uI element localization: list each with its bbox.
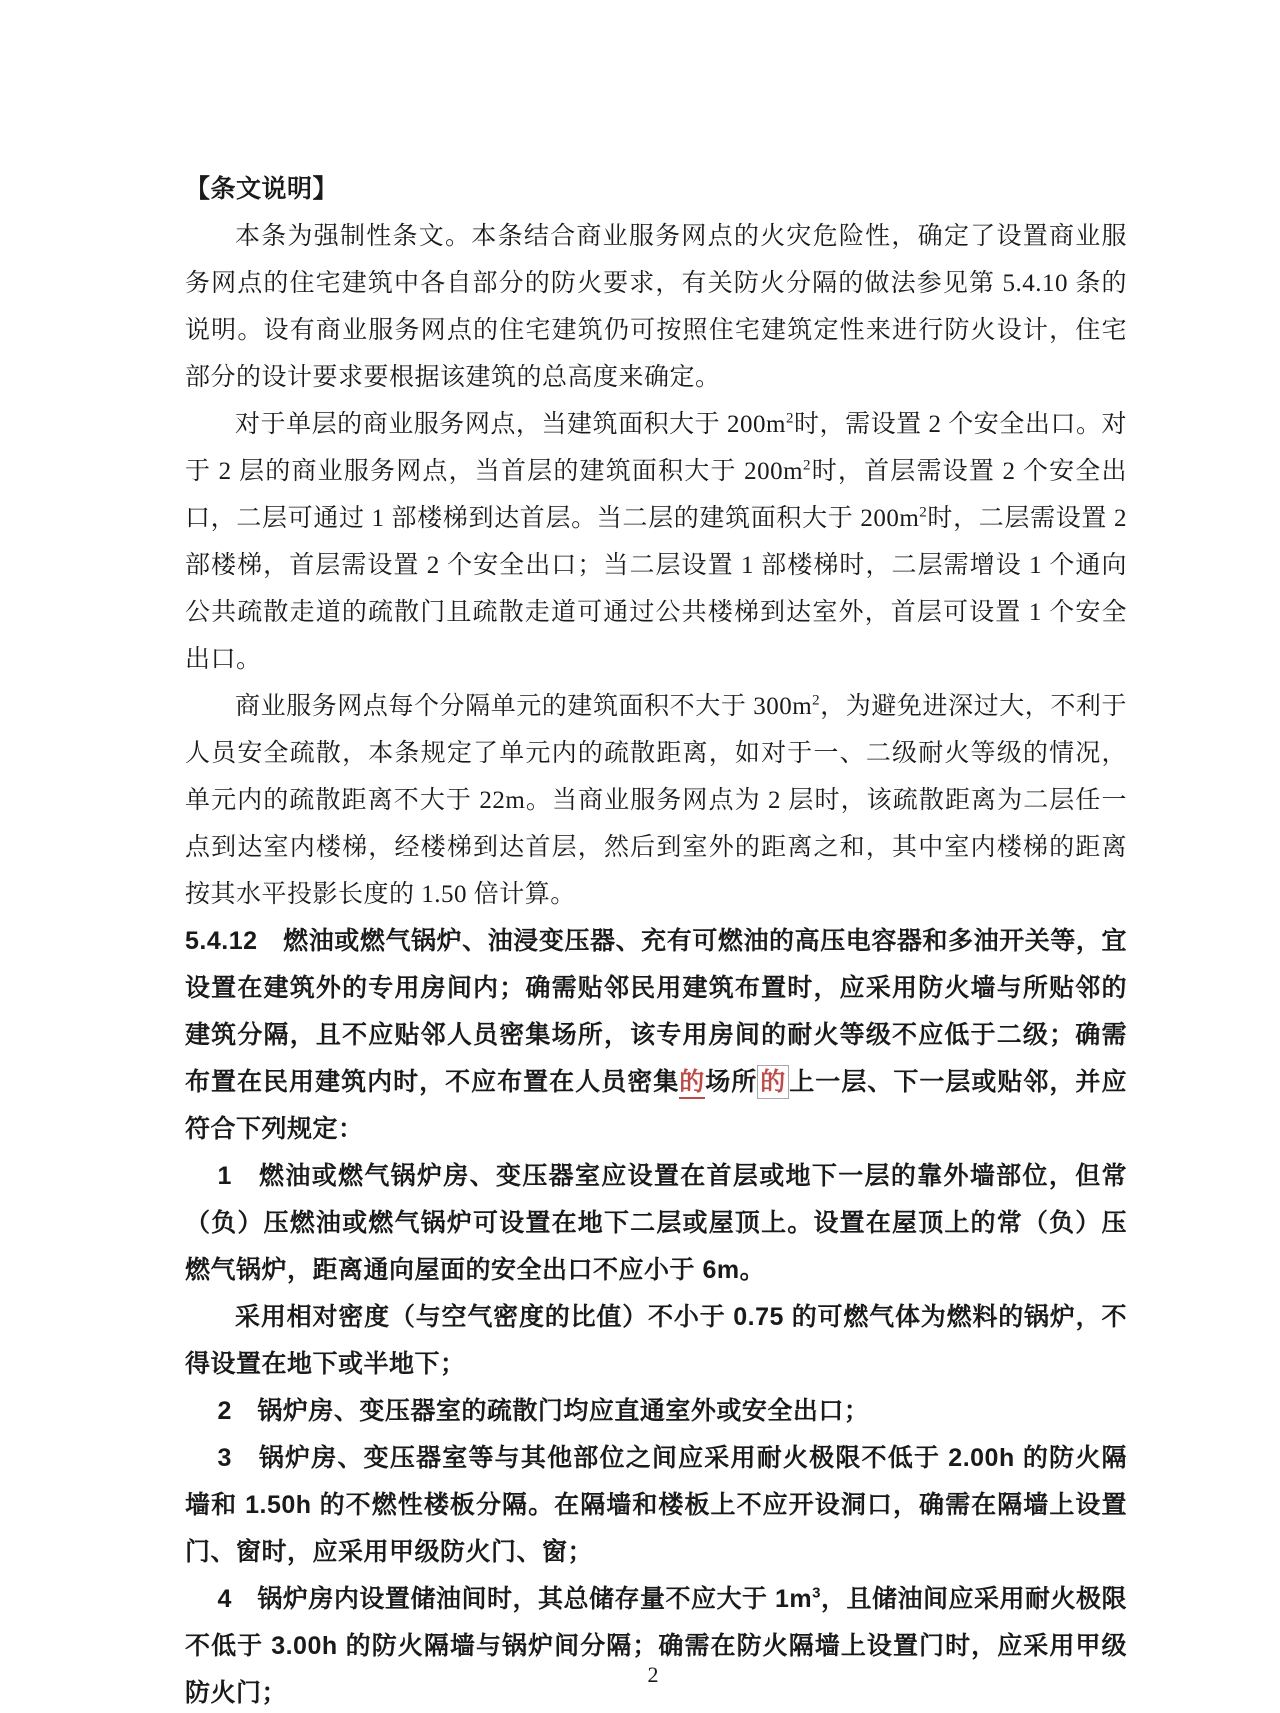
text-run: 5.4.12 燃油或燃气锅炉、油浸变压器、充有可燃油的高压电容器和多油开关等，宜设置在建筑外的专用房间内；确需贴邻民用建筑布置时，应采用防火墙与所贴邻的建筑分隔，且不应贴邻人员密集场所，该专用房间的耐火等级不应低于二级；确需布置在民用建筑内时，不应布置在人员密集 <box>185 927 1127 1096</box>
text-run: 本条为强制性条文。本条结合商业服务网点的火灾危险性，确定了设置商业服务网点的住宅建筑中各自部分的防火要求，有关防火分隔的做法参见第 5.4.10 条的说明。设有商业服务网点的住宅建筑仍可按照住宅建筑定性来进行防火设计，住宅部分的设计要求要根据该建筑的总高度来确定。 <box>185 223 1127 391</box>
tracked-deletion: 的 <box>757 1065 789 1099</box>
text-run: ，为避免进深过大，不利于人员安全疏散，本条规定了单元内的疏散距离，如对于一、二级耐火等级的情况，单元内的疏散距离不大于 22m。当商业服务网点为 2 层时，该疏散距离为二层任一点到达室内楼梯，经楼梯到达首层，然后到室外的距离之和，其中室内楼梯的距离按其水平投影长度的 1.50 倍计算。 <box>185 693 1127 908</box>
text-run: 2 锅炉房、变压器室的疏散门均应直通室外或安全出口； <box>217 1397 870 1425</box>
para-clause-item-2 <box>185 1388 1127 1435</box>
text-run: 1 燃油或燃气锅炉房、变压器室应设置在首层或地下一层的靠外墙部位，但常（负）压燃油或燃气锅炉可设置在地下二层或屋顶上。设置在屋顶上的常（负）压燃气锅炉，距离通向屋面的安全出口不应小于 6m。 <box>185 1162 1127 1284</box>
text-run: ，且储油间应采用耐火极限不低于 3.00h 的防火隔墙与锅炉间分隔；确需在防火隔墙上设置门时，应采用甲级防火门； <box>185 1585 1127 1707</box>
para-clause-item-1 <box>185 1153 1127 1294</box>
superscript: 3 <box>812 1584 821 1602</box>
document-body <box>185 166 1127 1713</box>
superscript: 2 <box>803 457 812 474</box>
tracked-insertion: 的 <box>679 1068 705 1099</box>
para-clause-item-1-note <box>185 1294 1127 1388</box>
text-run: 对于单层的商业服务网点，当建筑面积大于 200m <box>235 411 786 438</box>
para-explanation-3 <box>185 683 1127 918</box>
text-run: 上一层、下一层或贴邻，并应符合下列规定： <box>185 1068 1127 1143</box>
text-run: 时，需设置 2 个安全出口。对于 2 层的商业服务网点，当首层的建筑面积大于 200m <box>185 411 1127 485</box>
text-run: 采用相对密度（与空气密度的比值）不小于 0.75 的可燃气体为燃料的锅炉，不得设置在地下或半地下； <box>185 1303 1127 1378</box>
para-clause-item-4 <box>185 1576 1127 1713</box>
superscript: 2 <box>812 692 821 709</box>
text-run: 场所 <box>705 1068 758 1096</box>
para-explanation-1 <box>185 213 1127 401</box>
superscript: 2 <box>919 504 928 521</box>
para-clause-5412 <box>185 918 1127 1153</box>
text-run: 商业服务网点每个分隔单元的建筑面积不大于 300m <box>235 693 813 720</box>
text-run: 4 锅炉房内设置储油间时，其总储存量不应大于 1m <box>217 1585 813 1613</box>
para-explanation-2 <box>185 401 1127 683</box>
text-run: 时，二层需设置 2 部楼梯，首层需设置 2 个安全出口；当二层设置 1 部楼梯时，二层需增设 1 个通向公共疏散走道的疏散门且疏散走道可通过公共楼梯到达室外，首层可设置 1 个安全出口。 <box>185 505 1127 673</box>
superscript: 2 <box>785 410 794 427</box>
section-heading: 【条文说明】 <box>185 175 339 203</box>
text-run: 3 锅炉房、变压器室等与其他部位之间应采用耐火极限不低于 2.00h 的防火隔墙和 1.50h 的不燃性楼板分隔。在隔墙和楼板上不应开设洞口，确需在隔墙上设置门、窗时，应采用甲级防火门、窗； <box>185 1444 1127 1566</box>
page-number: 2 <box>647 1662 659 1687</box>
text-run: 时，首层需设置 2 个安全出口，二层可通过 1 部楼梯到达首层。当二层的建筑面积大于 200m <box>185 458 1127 532</box>
para-clause-item-3 <box>185 1435 1127 1576</box>
